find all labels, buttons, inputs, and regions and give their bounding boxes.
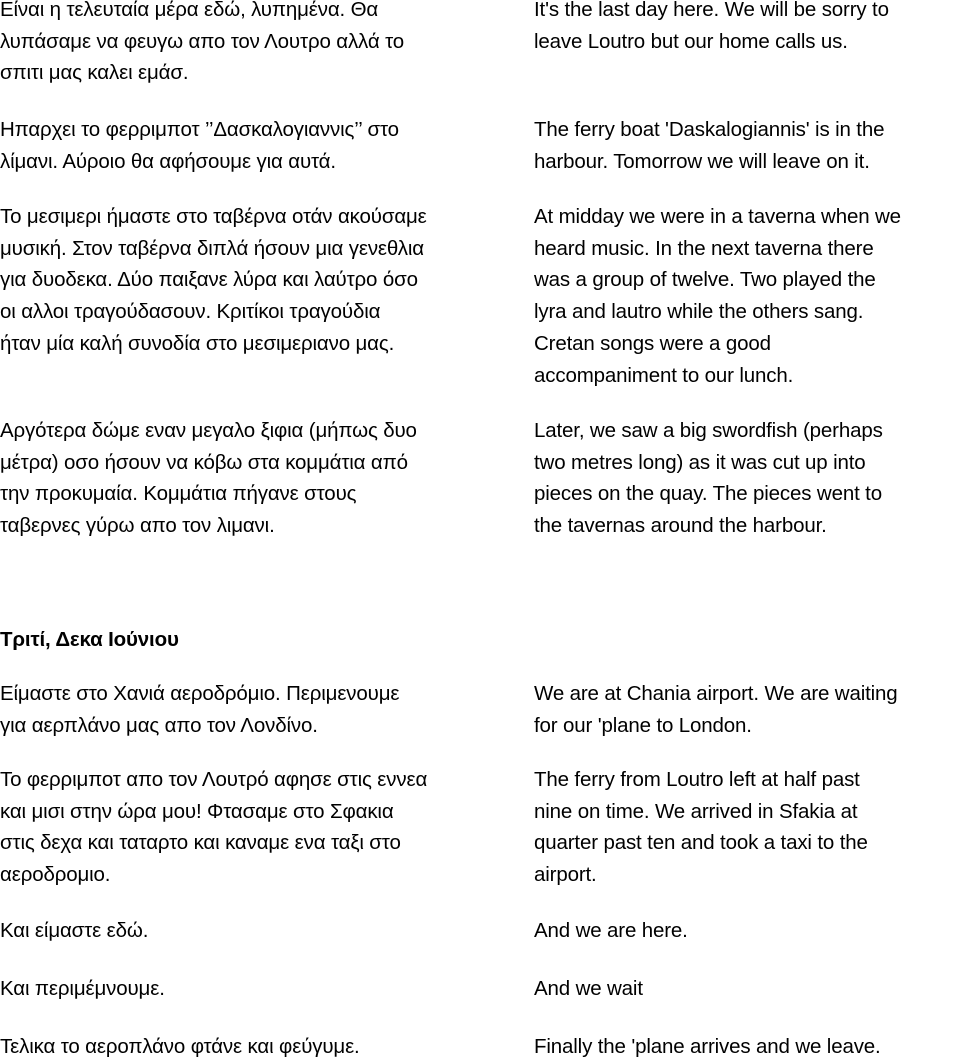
english-paragraph: Finally the 'plane arrives and we leave. [534, 1035, 881, 1058]
english-paragraph: We are at Chania airport. We are waiting for our 'plane to London. [534, 682, 898, 737]
greek-paragraph: Ηπαρχει το φερριμποτ ’’Δασκαλογιαννις’’ στο λίμανι. Αύροιο θα αφήσουμε για αυτά. [0, 118, 399, 173]
english-paragraph: And we are here. [534, 919, 688, 942]
greek-paragraph: Το μεσιμερι ήμαστε στο ταβέρνα οτάν ακούσαμε μυσική. Στον ταβέρνα διπλά ήσουν μια γενεθλια για δυοδεκα. Δύο παιξανε λύρα και λαύτρο όσο οι αλλοι τραγούδασουν. Κριτίκοι τραγούδια ήταν μία καλή συνοδία στο μεσιμεριανο μας. [0, 205, 427, 355]
greek-paragraph: Το φερριμποτ απο τον Λουτρό αφησε στις εννεα και μισι στην ώρα μου! Φτασαμε στο Σφακια στις δεχα και ταταρτο και καναμε ενα ταξι στο αεροδρομιο. [0, 768, 428, 887]
greek-paragraph: Είμαστε στο Χανιά αεροδρόμιο. Περιμενουμε για αερπλάνο μας απο τον Λονδίνο. [0, 682, 400, 737]
greek-paragraph: Τελικα το αεροπλάνο φτάνε και φεύγυμε. [0, 1035, 360, 1058]
english-paragraph: It's the last day here. We will be sorry to leave Loutro but our home calls us. [534, 0, 889, 53]
english-paragraph: At midday we were in a taverna when we heard music. In the next taverna there was a group of twelve. Two played the lyra and lautro while the others sang. Cretan songs were a good accompaniment to our lunch. [534, 205, 901, 387]
english-paragraph: Later, we saw a big swordfish (perhaps two metres long) as it was cut up into pieces on the quay. The pieces went to the tavernas around the harbour. [534, 419, 883, 538]
greek-paragraph: Είναι η τελευταία μέρα εδώ, λυπημένα. Θα λυπάσαμε να φευγω απο τον Λουτρο αλλά το σπιτι μας καλει εμάσ. [0, 0, 405, 85]
day-heading: Τριτί, Δεκα Ιούνιου [0, 628, 179, 651]
english-column-bottom [534, 0, 960, 1058]
english-paragraph: The ferry from Loutro left at half past nine on time. We arrived in Sfakia at quarter past ten and took a taxi to the airport. [534, 768, 868, 887]
english-paragraph: The ferry boat 'Daskalogiannis' is in the harbour. Tomorrow we will leave on it. [534, 118, 885, 173]
greek-paragraph: Και είμαστε εδώ. [0, 919, 149, 942]
greek-paragraph: Αργότερα δώμε εναν μεγαλο ξιφια (μήπως δυο μέτρα) οσο ήσουν να κόβω στα κομμάτια από την προκυμαία. Κομμάτια πήγανε στους ταβερνες γύρω απο τον λιμανι. [0, 419, 417, 538]
english-paragraph: And we wait [534, 977, 643, 1000]
greek-paragraph: Και περιμέμνουμε. [0, 977, 165, 1000]
